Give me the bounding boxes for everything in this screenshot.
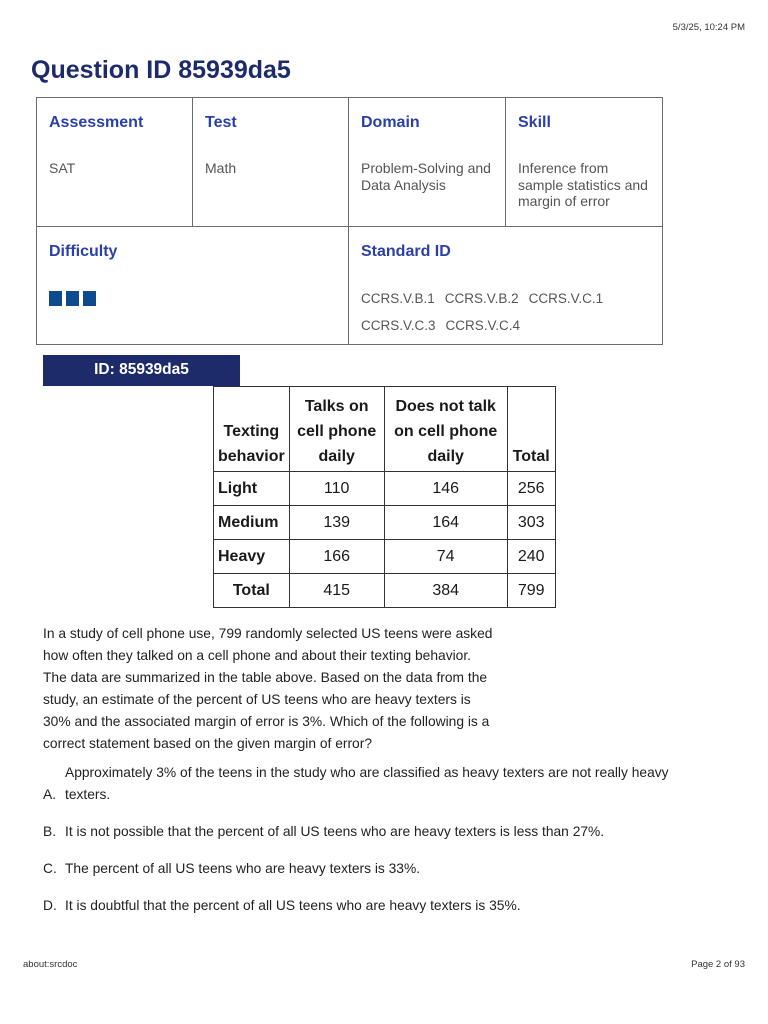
assessment-cell (37, 98, 193, 227)
page-title: Question ID 85939da5 (31, 56, 291, 84)
standard-code: CCRS.V.B.2 (444, 291, 519, 306)
difficulty-label: Difficulty (49, 243, 118, 260)
table-cell: 110 (289, 472, 384, 506)
standard-code: CCRS.V.C.1 (528, 291, 604, 306)
difficulty-cell (37, 227, 349, 345)
table-row (214, 540, 556, 574)
table-row (214, 506, 556, 540)
assessment-value: SAT (49, 160, 76, 176)
row-header: Total (214, 574, 290, 608)
table-cell: 256 (507, 472, 555, 506)
difficulty-square (49, 291, 62, 306)
standard-label: Standard ID (361, 243, 451, 260)
choice-letter: C. (43, 861, 57, 876)
question-id-badge: ID: 85939da5 (43, 355, 240, 386)
choice-letter: A. (43, 787, 57, 802)
standard-code: CCRS.V.B.1 (361, 291, 435, 306)
column-header: Talks on cell phone daily (289, 387, 384, 472)
test-value: Math (205, 160, 237, 176)
question-meta-table (36, 97, 663, 345)
difficulty-square (83, 291, 96, 306)
answer-choice[interactable] (43, 858, 683, 880)
answer-choice[interactable] (43, 762, 683, 806)
skill-label: Skill (518, 114, 551, 131)
table-cell: 799 (507, 574, 555, 608)
domain-cell (349, 98, 506, 227)
data-table-header-row (214, 387, 556, 472)
table-cell: 164 (384, 506, 507, 540)
skill-cell (506, 98, 663, 227)
table-cell: 384 (384, 574, 507, 608)
table-cell: 146 (384, 472, 507, 506)
answer-choices (43, 762, 683, 932)
table-cell: 139 (289, 506, 384, 540)
domain-label: Domain (361, 114, 420, 131)
column-header: Does not talk on cell phone daily (384, 387, 507, 472)
table-row (214, 472, 556, 506)
difficulty-square (66, 291, 79, 306)
question-passage: In a study of cell phone use, 799 randomly selected US teens were asked how often they talked on a cell phone and about their texting behavior. The data are summarized in the table above. Based on the data from the study, an estimate of the percent of US teens who are heavy texters is 30% and the associated margin of error is 3%. Which of the following is a correct statement based on the given margin of error? (43, 626, 493, 751)
footer-page-number: Page 2 of 93 (691, 959, 745, 970)
table-cell: 303 (507, 506, 555, 540)
answer-choice[interactable] (43, 895, 683, 917)
test-cell (193, 98, 349, 227)
skill-value: Inference from sample statistics and margin of error (518, 160, 648, 209)
choice-letter: B. (43, 824, 57, 839)
row-header: Light (214, 472, 290, 506)
standard-code: CCRS.V.C.3 (361, 318, 436, 333)
difficulty-indicator (49, 291, 336, 306)
column-header: Texting behavior (214, 387, 290, 472)
domain-value: Problem-Solving and Data Analysis (361, 160, 491, 193)
standard-cell (349, 227, 663, 345)
table-cell: 415 (289, 574, 384, 608)
table-cell: 74 (384, 540, 507, 574)
standard-codes (361, 285, 631, 339)
column-header: Total (507, 387, 555, 472)
table-cell: 240 (507, 540, 555, 574)
test-label: Test (205, 114, 237, 131)
answer-choice[interactable] (43, 821, 683, 843)
choice-letter: D. (43, 898, 57, 913)
footer-url: about:srcdoc (23, 959, 78, 970)
table-row (214, 574, 556, 608)
standard-code: CCRS.V.C.4 (445, 318, 521, 333)
choice-text: The percent of all US teens who are heavy texters is 33%. (65, 861, 421, 876)
row-header: Medium (214, 506, 290, 540)
assessment-label: Assessment (49, 114, 144, 131)
print-datetime: 5/3/25, 10:24 PM (672, 22, 745, 33)
table-cell: 166 (289, 540, 384, 574)
row-header: Heavy (214, 540, 290, 574)
choice-text: It is doubtful that the percent of all US teens who are heavy texters is 35%. (65, 898, 521, 913)
choice-text: Approximately 3% of the teens in the study who are classified as heavy texters are not really heavy texters. (65, 765, 669, 802)
choice-text: It is not possible that the percent of all US teens who are heavy texters is less than 27%. (65, 824, 605, 839)
data-table (213, 386, 556, 608)
